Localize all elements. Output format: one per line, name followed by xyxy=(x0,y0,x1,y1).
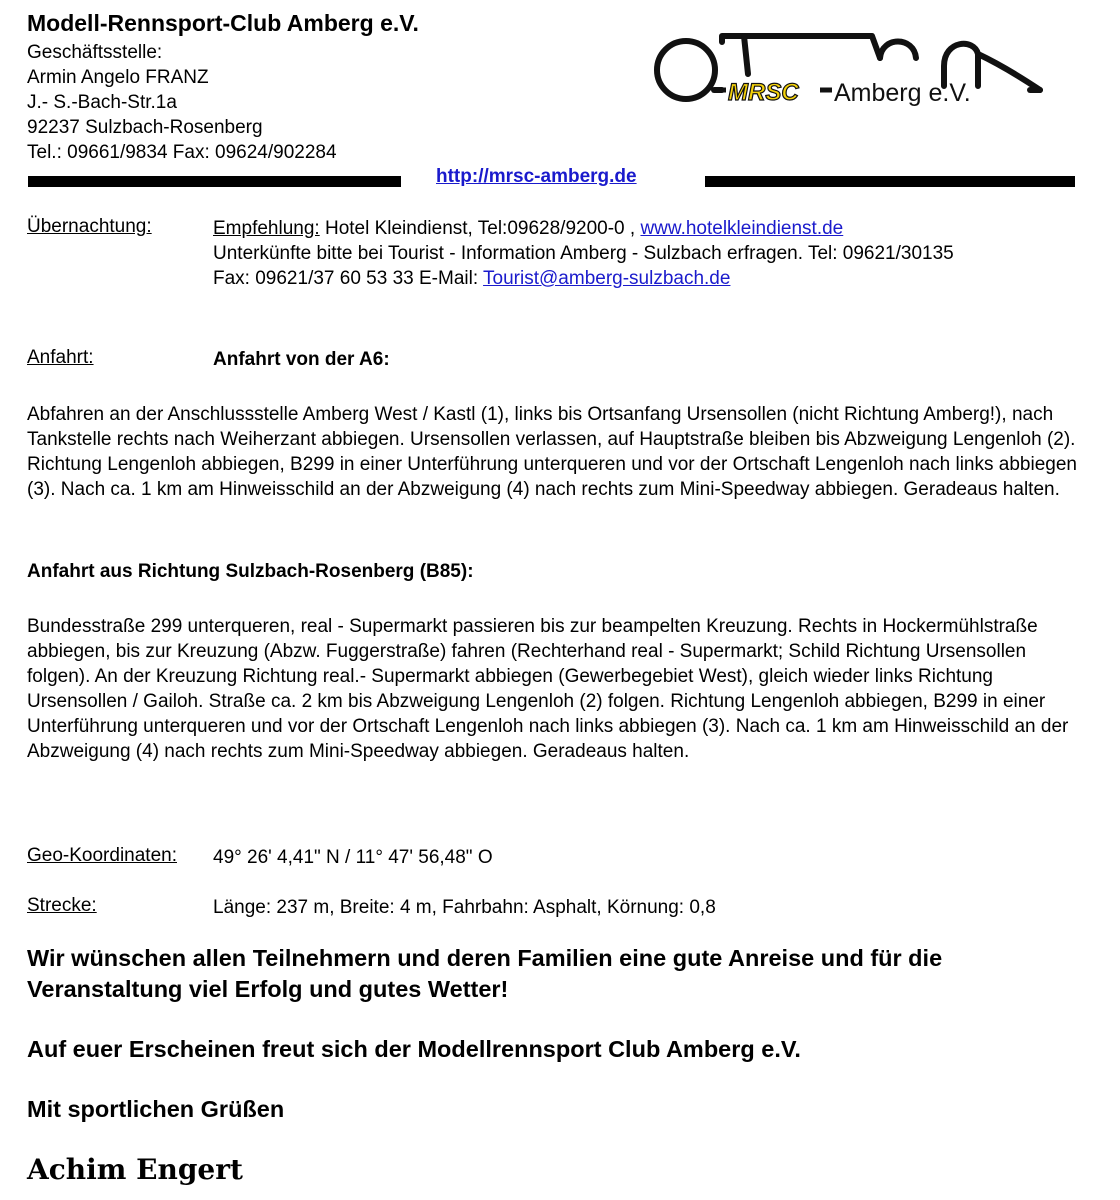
phone-fax: Tel.: 09661/9834 Fax: 09624/902284 xyxy=(27,142,337,163)
accommodation-info xyxy=(213,216,1093,291)
brand-text: MRSC xyxy=(728,79,799,106)
accommodation-tourist-info: Unterkünfte bitte bei Tourist - Information Amberg - Sulzbach erfragen. Tel: 09621/30135 xyxy=(213,243,954,264)
accommodation-label: Übernachtung: xyxy=(27,216,152,237)
club-logo xyxy=(652,28,1044,113)
closing-appearance: Auf euer Erscheinen freut sich der Modellrennsport Club Amberg e.V. xyxy=(27,1036,801,1062)
header-rule-right xyxy=(705,176,1075,187)
track-value: Länge: 237 m, Breite: 4 m, Fahrbahn: Asphalt, Körnung: 0,8 xyxy=(213,897,716,918)
street-address: J.- S.-Bach-Str.1a xyxy=(27,92,177,113)
hotel-link[interactable]: www.hotelkleindienst.de xyxy=(640,218,844,239)
office-label: Geschäftsstelle: xyxy=(27,42,163,63)
race-car-outline-icon xyxy=(652,28,1044,113)
city-address: 92237 Sulzbach-Rosenberg xyxy=(27,117,263,138)
brand-suffix: Amberg e.V. xyxy=(834,79,971,107)
track-label: Strecke: xyxy=(27,895,97,916)
closing-greeting: Mit sportlichen Grüßen xyxy=(27,1096,285,1122)
closing-wish: Wir wünschen allen Teilnehmern und deren Familien eine gute Anreise und für die Veranstaltung viel Erfolg und gutes Wetter! xyxy=(27,945,943,1002)
geo-value: 49° 26' 4,41" N / 11° 47' 56,48" O xyxy=(213,847,493,868)
a6-heading: Anfahrt von der A6: xyxy=(213,349,390,370)
accommodation-recommendation xyxy=(213,216,1093,241)
b85-directions-text: Bundesstraße 299 unterqueren, real - Supermarkt passieren bis zur beampelten Kreuzung. Rechts in Hockermühlstraße abbiegen, bis zur Kreuzung (Abzw. Fuggerstraße) fahren (Rechterhand real - Supermarkt; Schild Richtung Ursensollen folgen). An der Kreuzung Richtung real.- Supermarkt abbiegen (Gewerbegebiet West), gleich wieder links Richtung Ursensollen / Gailoh. Straße ca. 2 km bis Abzweigung Lengenloh (2) folgen. Richtung Lengenloh abbiegen, B299 in einer Unterführung unterqueren und vor der Ortschaft Lengenloh nach links abbiegen (3). Nach ca. 1 km am Hinweisschild an der Abzweigung (4) nach rechts zum Mini-Speedway abbiegen. Geradeaus halten. xyxy=(27,616,1069,762)
website-link[interactable]: http://mrsc-amberg.de xyxy=(436,166,637,187)
brand-wordmark xyxy=(712,79,971,107)
tourist-email-link[interactable]: Tourist@amberg-sulzbach.de xyxy=(483,268,731,289)
directions-label: Anfahrt: xyxy=(27,347,94,368)
accommodation-contact xyxy=(213,266,1093,291)
fax-email-prefix: Fax: 09621/37 60 53 33 E-Mail: xyxy=(213,268,484,289)
geo-label: Geo-Koordinaten: xyxy=(27,845,177,866)
recommend-label: Empfehlung: xyxy=(213,218,320,239)
contact-name: Armin Angelo FRANZ xyxy=(27,67,209,88)
recommend-text: Hotel Kleindienst, Tel:09628/9200-0 , xyxy=(319,218,641,239)
header-rule-left xyxy=(28,176,401,187)
signature: Achim Engert xyxy=(27,1153,243,1186)
club-name: Modell-Rennsport-Club Amberg e.V. xyxy=(27,10,419,36)
b85-heading: Anfahrt aus Richtung Sulzbach-Rosenberg (B85): xyxy=(27,561,474,582)
a6-directions-text: Abfahren an der Anschlussstelle Amberg West / Kastl (1), links bis Ortsanfang Ursensollen (nicht Richtung Amberg!), nach Tankstelle rechts nach Weiherzant abbiegen. Ursensollen verlassen, auf Hauptstraße bleiben bis Abzweigung Lengenloh (2). Richtung Lengenloh abbiegen, B299 in einer Unterführung unterqueren und vor der Ortschaft Lengenloh nach links abbiegen (3). Nach ca. 1 km am Hinweisschild an der Abzweigung (4) nach rechts zum Mini-Speedway abbiegen. Geradeaus halten. xyxy=(27,404,1077,500)
